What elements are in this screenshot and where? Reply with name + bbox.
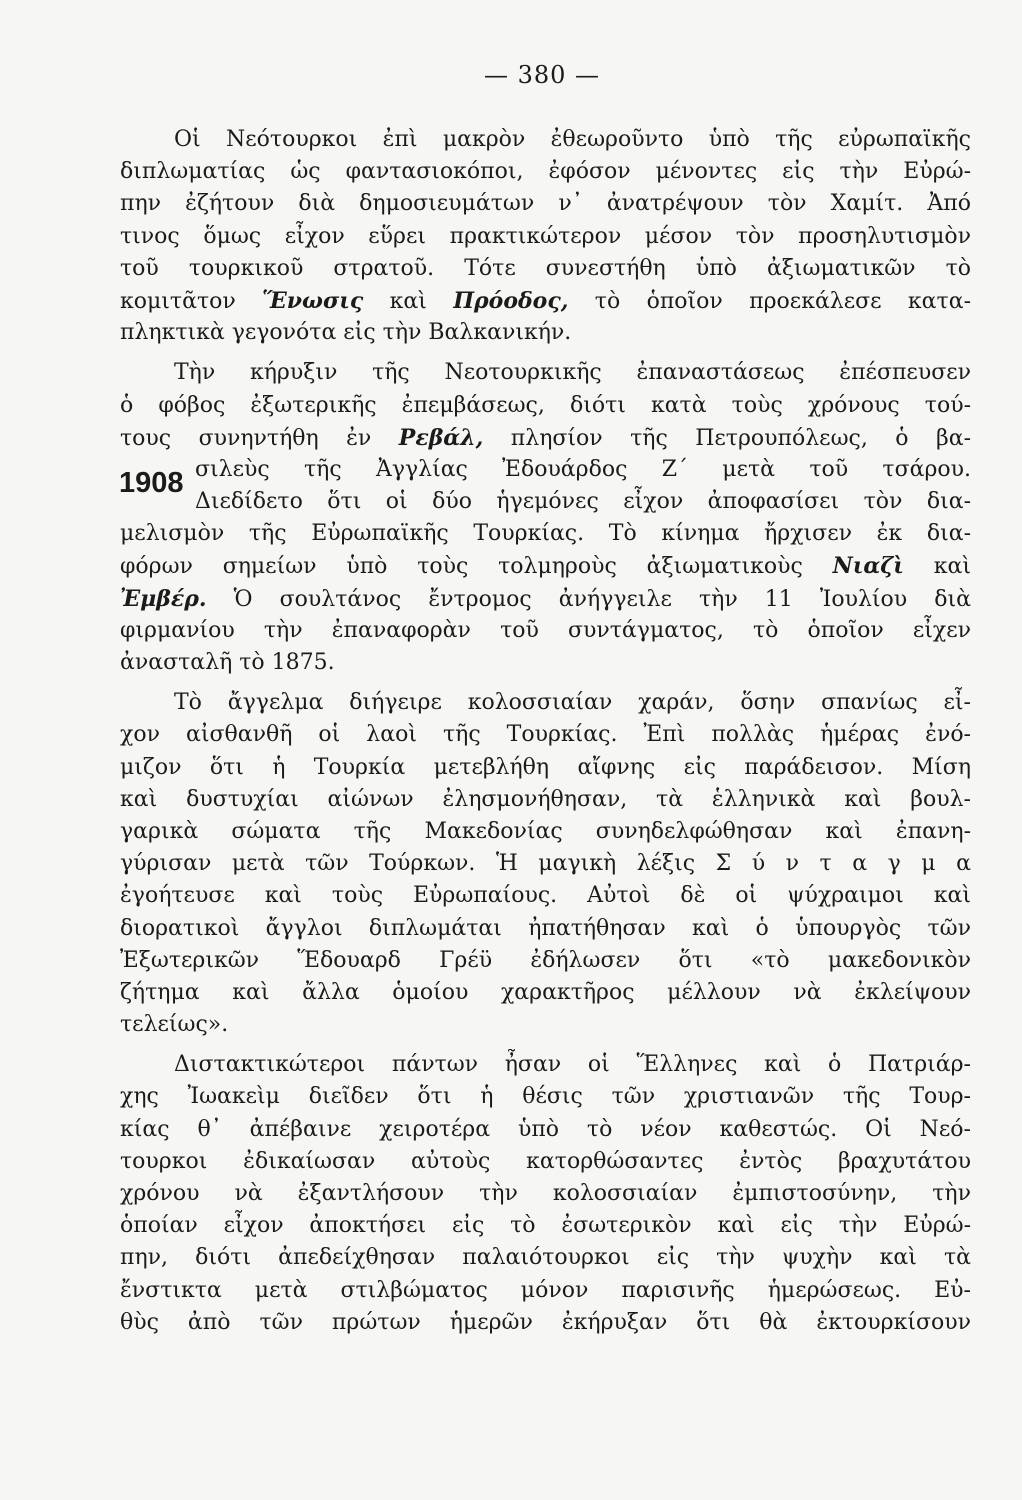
text-line: διπλωματίας ὡς φαντασιοκόποι, ἐφόσον μένοντες εἰς τὴν Εὐρώ-: [120, 159, 971, 185]
text-segment: καὶ: [903, 554, 971, 580]
text-line: γαρικὰ σώματα τῆς Μακεδονίας συνηδελφώθησαν καὶ ἐπανη-: [120, 818, 971, 844]
text-segment: κομιτᾶτον: [120, 288, 263, 314]
text-line: χον αἰσθανθῆ οἱ λαοὶ τῆς Τουρκίας. Ἐπὶ πολλὰς ἡμέρας ἐνό-: [120, 722, 971, 748]
emphasized-term: Ρεβάλ,: [398, 424, 484, 451]
text-line: τελείως».: [120, 1012, 229, 1038]
text-segment: καὶ: [363, 288, 454, 314]
text-line: ὁποίαν εἶχον ἀποκτήσει εἰς τὸ ἐσωτερικὸν καὶ εἰς τὴν Εὐρώ-: [120, 1213, 971, 1239]
text-line: σιλεὺς τῆς Ἀγγλίας Ἐδουάρδος Ζ΄ μετὰ τοῦ τσάρου.: [195, 456, 971, 482]
text-line: μελισμὸν τῆς Εὐρωπαϊκῆς Τουρκίας. Τὸ κίνημα ἤρχισεν ἐκ δια-: [120, 521, 971, 547]
paragraph: [120, 124, 971, 349]
text-segment: Ὁ σουλτάνος ἔντρομος ἀνήγγειλε τὴν 11 Ἰουλίου διὰ: [206, 586, 971, 612]
text-line: [120, 422, 971, 454]
text-line: τινος ὅμως εἶχον εὕρει πρακτικώτερον μέσον τὸν προσηλυτισμὸν: [120, 223, 971, 249]
text-line: Διεδίδετο ὅτι οἱ δύο ἡγεμόνες εἶχον ἀποφασίσει τὸν δια-: [195, 489, 971, 515]
margin-note-year: 1908: [119, 467, 184, 499]
text-line: ἐγοήτευσε καὶ τοὺς Εὐρωπαίους. Αὐτοὶ δὲ οἱ ψύχραιμοι καὶ: [120, 883, 971, 909]
text-line: χης Ἰωακεὶμ διεῖδεν ὅτι ἡ θέσις τῶν χριστιανῶν τῆς Τουρ-: [120, 1084, 971, 1110]
paragraph: [120, 687, 971, 1041]
text-line: γύρισαν μετὰ τῶν Τούρκων. Ἡ μαγικὴ λέξις Σ ύ ν τ α γ μ α: [120, 851, 971, 877]
text-line: ἀνασταλῆ τὸ 1875.: [120, 650, 335, 675]
text-line: [120, 583, 971, 615]
emphasized-term: Νιαζὶ: [832, 553, 904, 580]
text-line: χρόνου νὰ ἐξαντλήσουν τὴν κολοσσιαίαν ἐμπιστοσύνην, τὴν: [120, 1181, 971, 1206]
text-segment: τὸ ὁποῖον προεκάλεσε κατα-: [568, 288, 971, 314]
paragraph: [120, 1049, 971, 1339]
text-line: μιζον ὅτι ἡ Τουρκία μετεβλήθη αἴφνης εἰς παράδεισον. Μίση: [120, 754, 971, 780]
text-line: [120, 550, 971, 582]
text-line: διορατικοὶ ἄγγλοι διπλωμάται ἠπατήθησαν καὶ ὁ ὑπουργὸς τῶν: [120, 915, 971, 941]
text-line: φιρμανίου τὴν ἐπαναφορὰν τοῦ συντάγματος, τὸ ὁποῖον εἶχεν: [120, 617, 971, 643]
emphasized-term: Ἕνωσις: [262, 287, 364, 314]
text-segment: τους συνηντήθη ἐν: [120, 425, 399, 451]
emphasized-term: Πρόοδος,: [453, 287, 569, 314]
text-segment: πλησίον τῆς Πετρουπόλεως, ὁ βα-: [483, 425, 971, 451]
text-line: τουρκοι ἐδικαίωσαν αὐτοὺς κατορθώσαντες ἐντὸς βραχυτάτου: [120, 1148, 971, 1174]
text-line: πην, διότι ἀπεδείχθησαν παλαιότουρκοι εἰς τὴν ψυχὴν καὶ τὰ: [120, 1245, 971, 1271]
text-line: ἔνστικτα μετὰ στιλβώματος μόνον παρισινῆς ἡμερώσεως. Εὐ-: [120, 1277, 971, 1303]
text-line: Διστακτικώτεροι πάντων ἦσαν οἱ Ἕλληνες καὶ ὁ Πατριάρ-: [174, 1052, 971, 1078]
text-line: ὁ φόβος ἐξωτερικῆς ἐπεμβάσεως, διότι κατὰ τοὺς χρόνους τού-: [120, 392, 971, 418]
text-line: θὺς ἀπὸ τῶν πρώτων ἡμερῶν ἐκήρυξαν ὅτι θὰ ἐκτουρκίσουν: [120, 1309, 971, 1335]
text-line: ζήτημα καὶ ἄλλα ὁμοίου χαρακτῆρος μέλλουν νὰ ἐκλείψουν: [120, 979, 971, 1005]
text-line: Οἱ Νεότουρκοι ἐπὶ μακρὸν ἐθεωροῦντο ὑπὸ τῆς εὐρωπαϊκῆς: [174, 127, 971, 152]
text-line: πληκτικὰ γεγονότα εἰς τὴν Βαλκανικήν.: [120, 320, 572, 346]
page-number: — 380 —: [483, 61, 601, 89]
paragraph: [120, 357, 971, 679]
emphasized-term: Ἐμβέρ.: [120, 585, 207, 612]
text-line: τοῦ τουρκικοῦ στρατοῦ. Τότε συνεστήθη ὑπὸ ἀξιωματικῶν τὸ: [120, 255, 971, 281]
text-line: Τὸ ἄγγελμα διήγειρε κολοσσιαίαν χαράν, ὅσην σπανίως εἶ-: [174, 690, 971, 716]
text-line: [120, 285, 971, 317]
text-line: Τὴν κήρυξιν τῆς Νεοτουρκικῆς ἐπαναστάσεως ἐπέσπευσεν: [174, 360, 971, 386]
text-line: Ἐξωτερικῶν Ἕδουαρδ Γρέϋ ἐδήλωσεν ὅτι «τὸ μακεδονικὸν: [120, 947, 971, 973]
text-segment: φόρων σημείων ὑπὸ τοὺς τολμηροὺς ἀξιωματικοὺς: [120, 554, 833, 580]
text-line: κίας θ᾿ ἀπέβαινε χειροτέρα ὑπὸ τὸ νέον καθεστώς. Οἱ Νεό-: [120, 1116, 971, 1142]
body-text: [120, 124, 971, 1339]
text-line: πην ἐζήτουν διὰ δημοσιευμάτων ν᾿ ἀνατρέψουν τὸν Χαμίτ. Ἀπό: [120, 191, 971, 217]
text-line: καὶ δυστυχίαι αἰώνων ἐλησμονήθησαν, τὰ ἑλληνικὰ καὶ βουλ-: [120, 786, 971, 812]
